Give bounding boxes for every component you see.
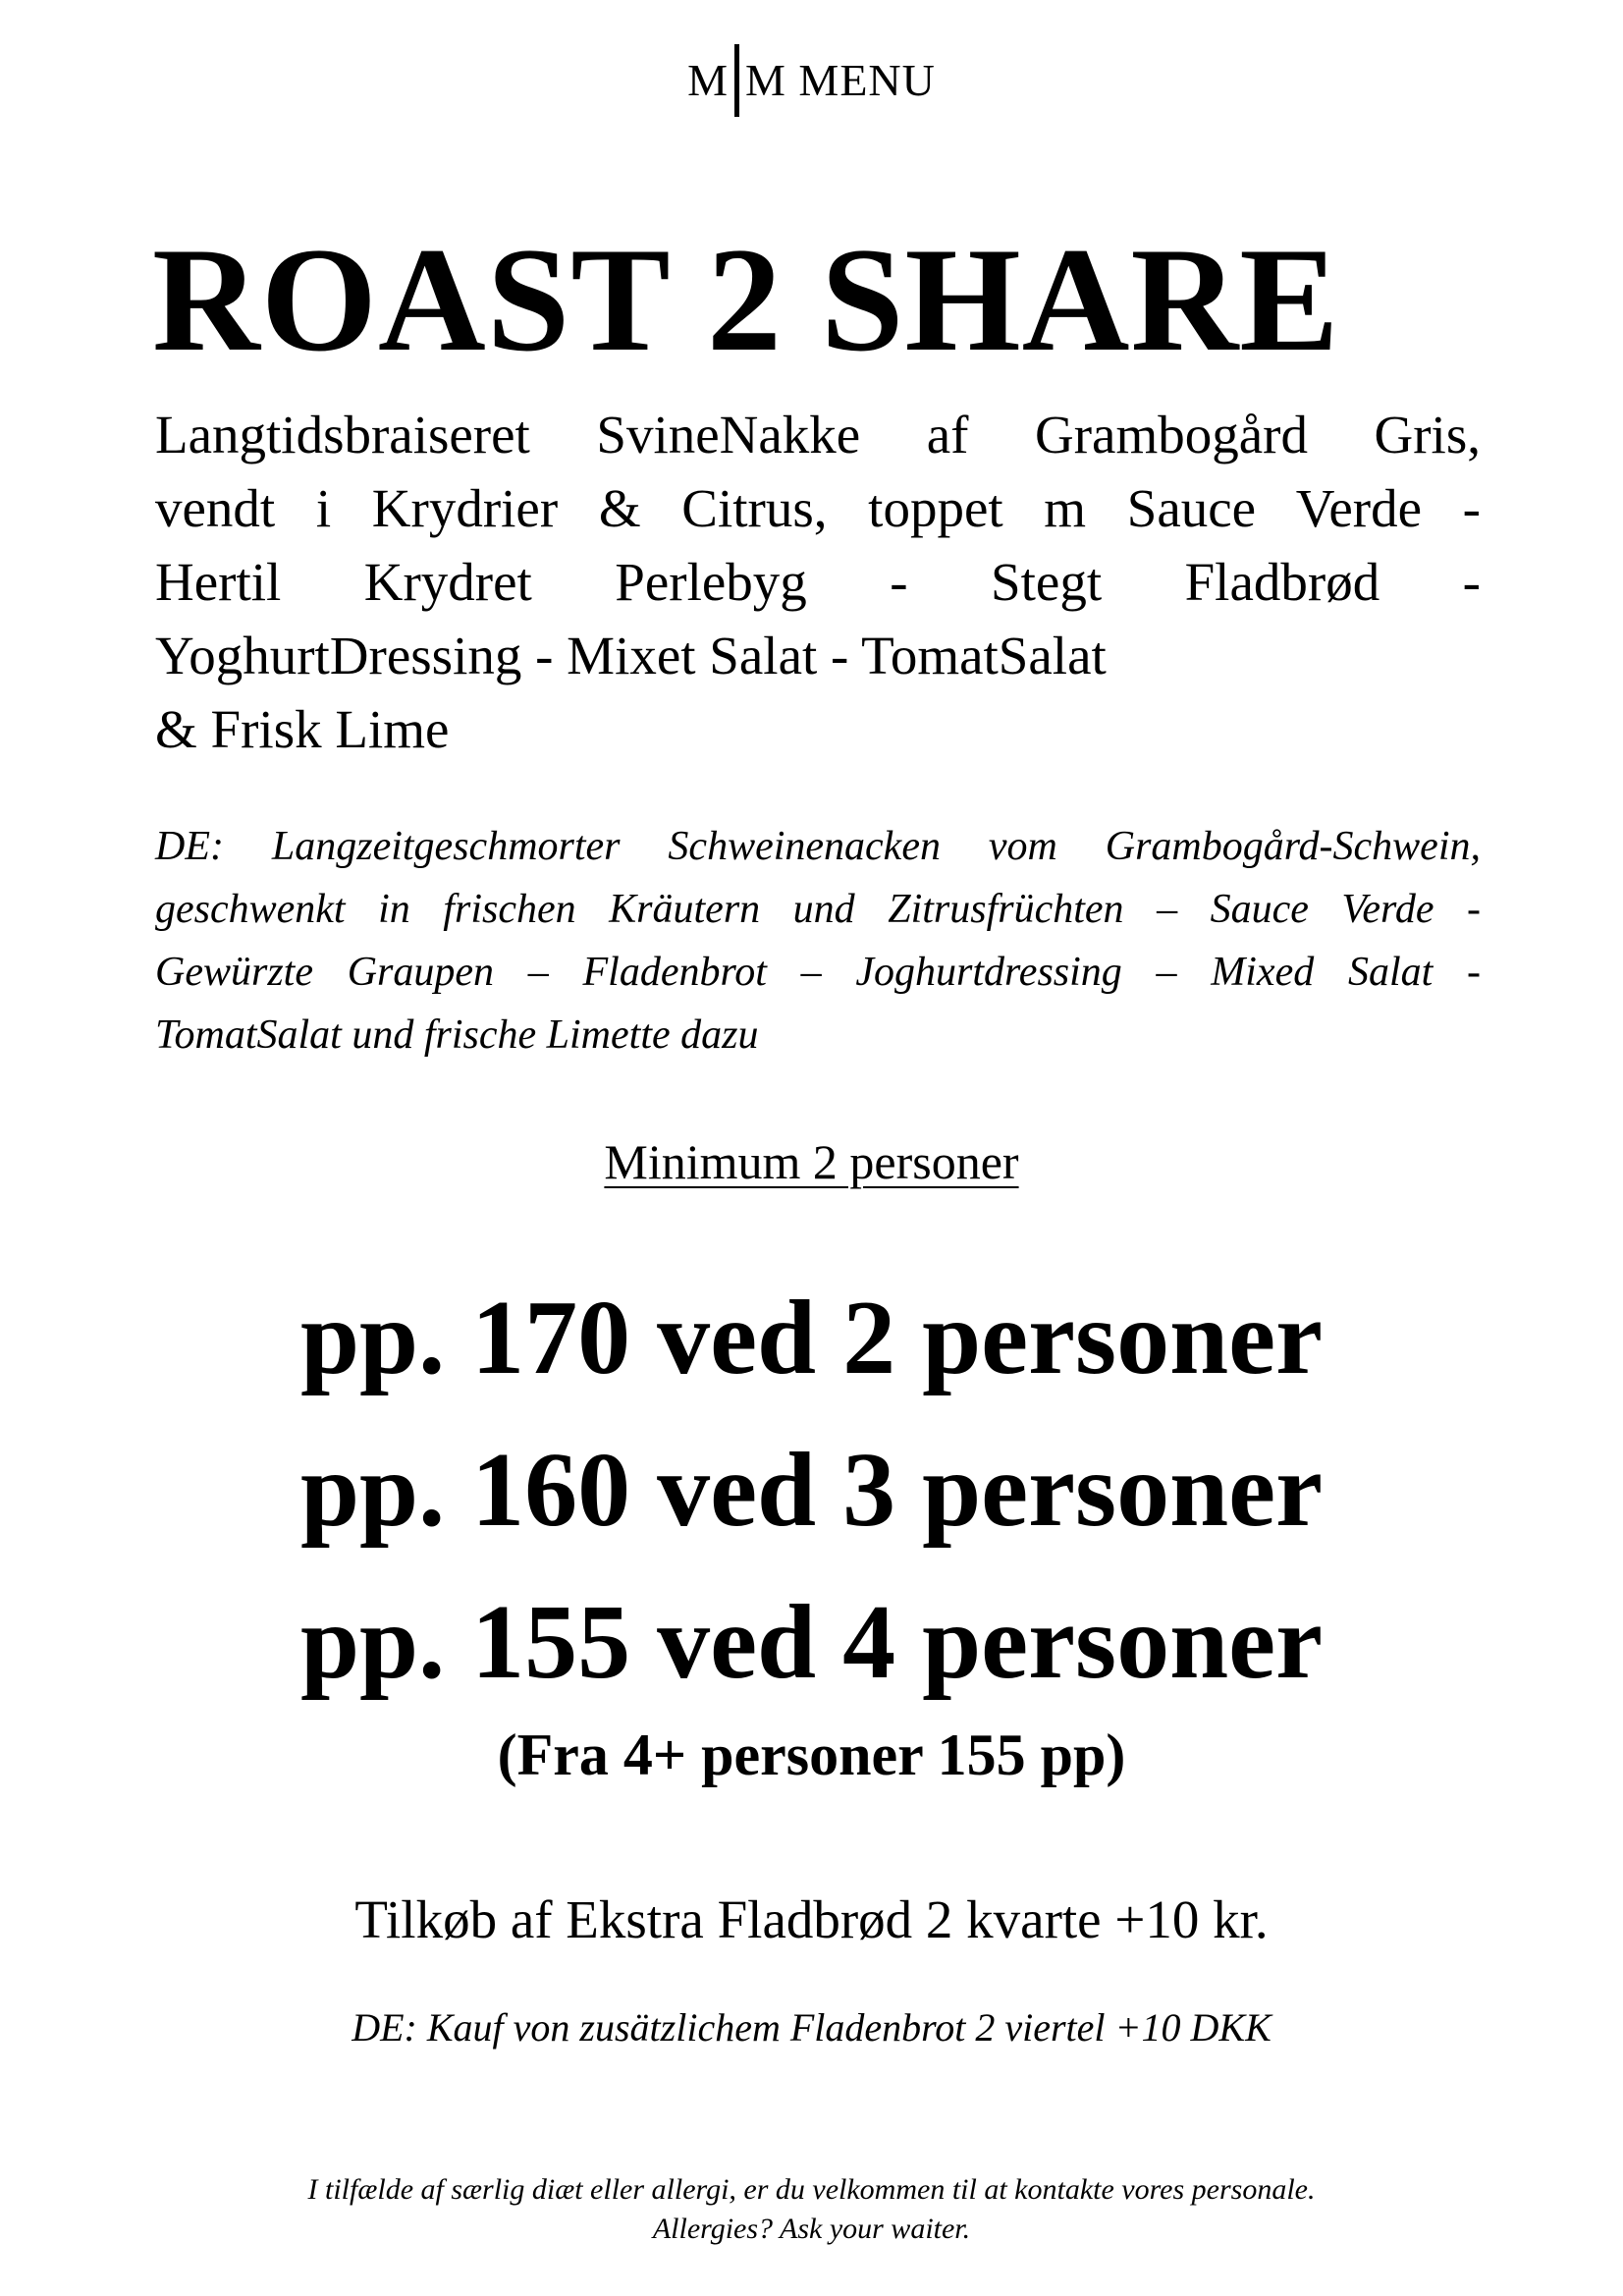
allergy-notice-danish: I tilfælde af særlig diæt eller allergi, er du velkommen til at kontakte vores personale. <box>307 2173 1316 2206</box>
description-danish-line: YoghurtDressing - Mixet Salat - TomatSalat <box>155 626 1107 685</box>
description-german <box>155 815 1481 1066</box>
description-danish-line: Hertil Krydret Perlebyg - Stegt Fladbrød - <box>155 552 1481 612</box>
logo-divider <box>734 44 739 117</box>
price-line-4-persons: pp. 155 ved 4 personer <box>299 1584 1324 1701</box>
minimum-persons <box>0 1127 1623 1196</box>
price-line-2-persons: pp. 170 ved 2 personer <box>299 1280 1324 1396</box>
dish-title: ROAST 2 SHARE <box>152 217 1340 382</box>
logo-right-text: M MENU <box>745 55 936 105</box>
description-german-line: DE: Langzeitgeschmorter Schweinenacken vom Grambogård-Schwein, <box>155 824 1481 869</box>
logo-left-letter: M <box>687 55 730 105</box>
description-danish-line: & Frisk Lime <box>155 699 450 759</box>
description-danish-line: vendt i Krydrier & Citrus, toppet m Sauce Verde - <box>155 478 1481 538</box>
extra-flatbread-danish: Tilkøb af Ekstra Fladbrød 2 kvarte +10 kr. <box>354 1889 1269 1949</box>
price-list <box>0 1262 1623 1799</box>
description-german-line: Gewürzte Graupen – Fladenbrot – Joghurtdressing – Mixed Salat - <box>155 950 1481 995</box>
allergy-notice-english: Allergies? Ask your waiter. <box>652 2213 971 2245</box>
logo <box>0 41 1623 125</box>
price-note: (Fra 4+ personer 155 pp) <box>497 1722 1126 1787</box>
price-line-3-persons: pp. 160 ved 3 personer <box>299 1432 1324 1549</box>
description-german-line: TomatSalat und frische Limette dazu <box>155 1012 759 1058</box>
minimum-persons-text: Minimum 2 personer <box>604 1134 1019 1189</box>
description-danish <box>155 398 1481 766</box>
description-german-line: geschwenkt in frischen Kräutern und Zitrusfrüchten – Sauce Verde - <box>155 887 1481 932</box>
description-danish-line: Langtidsbraiseret SvineNakke af Grambogård Gris, <box>155 405 1481 465</box>
allergy-notice <box>0 2170 1623 2249</box>
extra-flatbread-german: DE: Kauf von zusätzlichem Fladenbrot 2 viertel +10 DKK <box>352 2005 1271 2050</box>
